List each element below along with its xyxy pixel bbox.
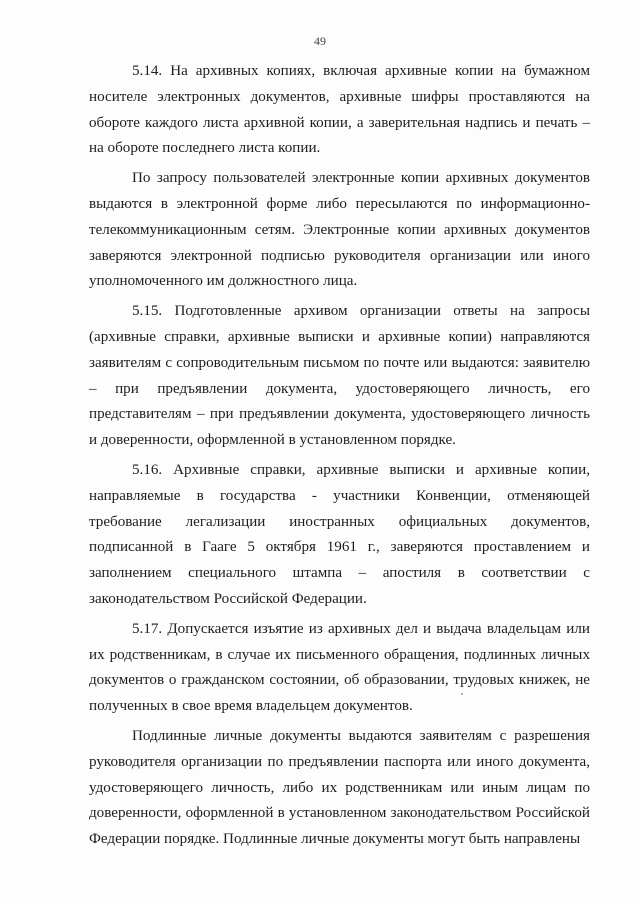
paragraph-electronic-copies: По запросу пользователей электронные копии архивных документов выдаются в электронной форме либо пересылаются по информационно-телекоммуникационным сетям. Электронные копии архивных документов заверяются электронной подписью руководителя организации или иного уполномоченного им должностного лица. [89,170,590,290]
document-body [89,59,590,856]
paragraph-original-documents: Подлинные личные документы выдаются заявителям с разрешения руководителя организации по предъявлении паспорта или иного документа, удостоверяющего личность, либо их родственникам или иным лицам по доверенности, оформленной в установленном законодательством Российской Федерации порядке. Подлинные личные документы могут быть направлены [89,727,590,848]
page-number: 49 [314,34,326,48]
scan-speck [461,693,463,695]
paragraph-5-14: 5.14. На архивных копиях, включая архивные копии на бумажном носителе электронных документов, архивные шифры проставляются на обороте каждого листа архивной копии, а заверительная надпись и печать – на обороте последнего листа копии. [89,63,590,157]
paragraph-5-15: 5.15. Подготовленные архивом организации ответы на запросы (архивные справки, архивные выписки и архивные копии) направляются заявителям с сопроводительным письмом по почте или выдаются: заявителю – при предъявлении документа, удостоверяющего личность, его представителям – при предъявлении документа, удостоверяющего личность и доверенности, оформленной в установленном порядке. [89,303,590,449]
paragraph-5-16: 5.16. Архивные справки, архивные выписки и архивные копии, направляемые в государства - участники Конвенции, отменяющей требование легализации иностранных официальных документов, подписанной в Гааге 5 октября 1961 г., заверяются проставлением и заполнением специального штампа – апостиля в соответствии с законодательством Российской Федерации. [89,461,590,607]
paragraph-5-17: 5.17. Допускается изъятие из архивных дел и выдача владельцам или их родственникам, в случае их письменного обращения, подлинных личных документов о гражданском состоянии, об образовании, трудовых книжек, не полученных в свое время владельцем документов. [89,620,590,715]
